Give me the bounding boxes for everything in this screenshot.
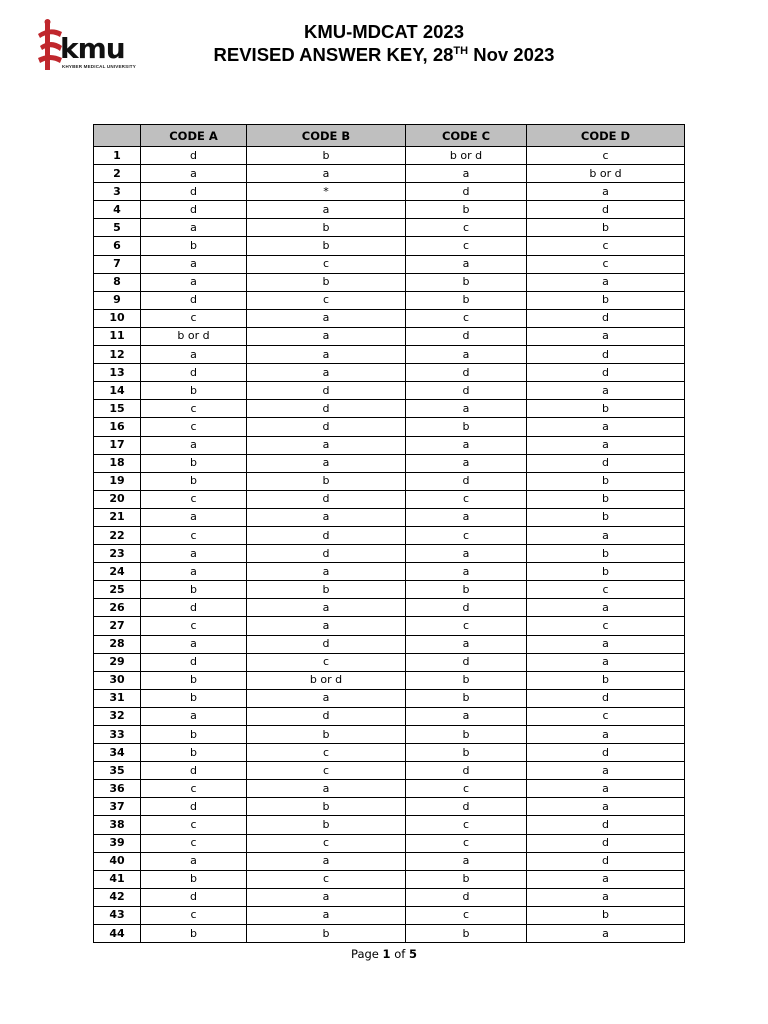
code-d-cell: a [527,762,685,780]
code-a-cell: d [141,888,247,906]
code-b-cell: a [247,617,406,635]
code-a-cell: b or d [141,327,247,345]
code-a-cell: d [141,201,247,219]
question-number-cell: 26 [94,599,141,617]
table-row [94,400,685,418]
table-row [94,508,685,526]
code-d-cell: a [527,780,685,798]
table-row [94,581,685,599]
code-c-cell: b [406,925,527,943]
question-number-cell: 38 [94,816,141,834]
code-b-cell: b [247,147,406,165]
code-b-cell: a [247,454,406,472]
code-c-cell: d [406,798,527,816]
code-b-cell: d [247,382,406,400]
table-row [94,689,685,707]
table-row [94,816,685,834]
code-a-cell: a [141,273,247,291]
table-row [94,870,685,888]
code-a-cell: a [141,508,247,526]
code-c-cell: d [406,382,527,400]
code-d-cell: d [527,689,685,707]
code-b-cell: d [247,635,406,653]
code-b-cell: a [247,165,406,183]
code-d-cell: a [527,526,685,544]
question-number-cell: 23 [94,545,141,563]
code-c-cell: b [406,418,527,436]
code-a-cell: b [141,382,247,400]
question-number-cell: 21 [94,508,141,526]
code-d-cell: a [527,382,685,400]
code-d-cell: d [527,454,685,472]
page-label: Page [351,947,379,961]
logo-wordmark: kmu [60,32,125,65]
question-number-cell: 18 [94,454,141,472]
answer-key-table [93,124,685,943]
table-row [94,707,685,725]
table-row [94,852,685,870]
code-b-cell: a [247,364,406,382]
code-a-cell: b [141,870,247,888]
code-b-cell: b or d [247,671,406,689]
code-c-cell: b [406,870,527,888]
column-header-code-b: CODE B [247,125,406,147]
title-line-2-suffix: Nov 2023 [468,44,555,65]
question-number-cell: 27 [94,617,141,635]
code-c-cell: b [406,689,527,707]
code-c-cell: d [406,327,527,345]
code-c-cell: d [406,183,527,201]
question-number-cell: 1 [94,147,141,165]
page-number: 1 [382,947,391,961]
table-row [94,545,685,563]
question-number-cell: 9 [94,291,141,309]
table-row [94,237,685,255]
code-a-cell: b [141,671,247,689]
code-b-cell: b [247,581,406,599]
code-a-cell: c [141,309,247,327]
code-a-cell: a [141,436,247,454]
code-a-cell: d [141,147,247,165]
code-b-cell: a [247,563,406,581]
document-title [0,20,768,66]
table-row [94,726,685,744]
column-header-code-d: CODE D [527,125,685,147]
question-number-cell: 8 [94,273,141,291]
code-d-cell: a [527,327,685,345]
code-a-cell: c [141,526,247,544]
code-c-cell: a [406,563,527,581]
table-row [94,925,685,943]
code-d-cell: c [527,617,685,635]
code-b-cell: d [247,400,406,418]
code-a-cell: c [141,400,247,418]
question-number-cell: 29 [94,653,141,671]
code-c-cell: a [406,165,527,183]
code-d-cell: a [527,726,685,744]
code-d-cell: d [527,201,685,219]
table-row [94,798,685,816]
code-a-cell: b [141,454,247,472]
table-row [94,147,685,165]
table-row [94,671,685,689]
column-header-number [94,125,141,147]
question-number-cell: 5 [94,219,141,237]
code-a-cell: d [141,762,247,780]
table-row [94,436,685,454]
code-d-cell: b [527,563,685,581]
question-number-cell: 4 [94,201,141,219]
code-d-cell: a [527,183,685,201]
code-c-cell: b [406,726,527,744]
question-number-cell: 6 [94,237,141,255]
question-number-cell: 28 [94,635,141,653]
code-c-cell: a [406,346,527,364]
code-a-cell: b [141,726,247,744]
code-b-cell: c [247,291,406,309]
code-b-cell: b [247,816,406,834]
question-number-cell: 44 [94,925,141,943]
code-a-cell: d [141,599,247,617]
code-b-cell: c [247,744,406,762]
code-d-cell: a [527,925,685,943]
code-b-cell: c [247,653,406,671]
question-number-cell: 7 [94,255,141,273]
question-number-cell: 31 [94,689,141,707]
table-row [94,165,685,183]
code-b-cell: d [247,418,406,436]
question-number-cell: 30 [94,671,141,689]
code-d-cell: d [527,852,685,870]
code-b-cell: a [247,780,406,798]
code-d-cell: a [527,888,685,906]
code-a-cell: b [141,472,247,490]
code-a-cell: c [141,816,247,834]
table-row [94,291,685,309]
code-b-cell: b [247,219,406,237]
code-c-cell: b [406,201,527,219]
code-a-cell: a [141,255,247,273]
page-total: 5 [408,947,417,961]
code-c-cell: c [406,816,527,834]
code-c-cell: d [406,364,527,382]
code-c-cell: c [406,834,527,852]
code-d-cell: b or d [527,165,685,183]
code-b-cell: a [247,888,406,906]
code-a-cell: b [141,237,247,255]
code-b-cell: c [247,762,406,780]
code-a-cell: a [141,165,247,183]
question-number-cell: 15 [94,400,141,418]
code-b-cell: * [247,183,406,201]
title-line-1: KMU-MDCAT 2023 [303,21,464,42]
table-row [94,834,685,852]
code-c-cell: b [406,581,527,599]
code-c-cell: a [406,508,527,526]
code-a-cell: b [141,744,247,762]
code-a-cell: c [141,834,247,852]
code-b-cell: d [247,490,406,508]
question-number-cell: 19 [94,472,141,490]
table-row [94,346,685,364]
question-number-cell: 37 [94,798,141,816]
column-header-code-a: CODE A [141,125,247,147]
question-number-cell: 2 [94,165,141,183]
code-d-cell: d [527,816,685,834]
question-number-cell: 32 [94,707,141,725]
code-b-cell: c [247,870,406,888]
code-c-cell: a [406,545,527,563]
code-d-cell: a [527,635,685,653]
title-line-2-prefix: REVISED ANSWER KEY, 28 [213,44,454,65]
code-b-cell: b [247,472,406,490]
table-row [94,888,685,906]
code-c-cell: d [406,653,527,671]
code-a-cell: c [141,617,247,635]
code-a-cell: b [141,689,247,707]
code-a-cell: a [141,346,247,364]
code-c-cell: c [406,219,527,237]
code-b-cell: b [247,798,406,816]
question-number-cell: 40 [94,852,141,870]
code-c-cell: c [406,617,527,635]
code-d-cell: b [527,545,685,563]
code-a-cell: c [141,490,247,508]
question-number-cell: 16 [94,418,141,436]
code-a-cell: c [141,906,247,924]
code-d-cell: d [527,744,685,762]
code-c-cell: c [406,526,527,544]
page-footer [0,947,768,961]
question-number-cell: 25 [94,581,141,599]
table-row [94,183,685,201]
code-b-cell: a [247,689,406,707]
code-b-cell: d [247,545,406,563]
code-b-cell: b [247,925,406,943]
code-a-cell: d [141,364,247,382]
code-a-cell: c [141,780,247,798]
code-d-cell: b [527,400,685,418]
question-number-cell: 20 [94,490,141,508]
code-b-cell: a [247,436,406,454]
code-d-cell: a [527,273,685,291]
code-d-cell: a [527,653,685,671]
code-c-cell: a [406,400,527,418]
code-b-cell: a [247,309,406,327]
code-b-cell: a [247,327,406,345]
code-b-cell: a [247,346,406,364]
code-d-cell: a [527,436,685,454]
code-a-cell: a [141,635,247,653]
question-number-cell: 3 [94,183,141,201]
code-c-cell: b [406,671,527,689]
table-row [94,762,685,780]
code-d-cell: a [527,870,685,888]
code-d-cell: a [527,599,685,617]
question-number-cell: 12 [94,346,141,364]
code-b-cell: a [247,599,406,617]
table-row [94,653,685,671]
table-row [94,780,685,798]
code-b-cell: d [247,707,406,725]
table-header-row [94,125,685,147]
code-a-cell: a [141,545,247,563]
table-row [94,635,685,653]
code-d-cell: b [527,490,685,508]
code-a-cell: b [141,581,247,599]
question-number-cell: 14 [94,382,141,400]
column-header-code-c: CODE C [406,125,527,147]
code-d-cell: c [527,707,685,725]
question-number-cell: 11 [94,327,141,345]
code-b-cell: a [247,906,406,924]
table-row [94,526,685,544]
code-d-cell: a [527,798,685,816]
code-c-cell: a [406,852,527,870]
table-row [94,906,685,924]
table-row [94,744,685,762]
code-c-cell: a [406,635,527,653]
code-c-cell: c [406,309,527,327]
code-c-cell: a [406,707,527,725]
table-row [94,563,685,581]
table-row [94,472,685,490]
code-a-cell: d [141,291,247,309]
page-of-label: of [394,947,406,961]
code-d-cell: b [527,472,685,490]
code-d-cell: d [527,309,685,327]
table-row [94,617,685,635]
table-row [94,599,685,617]
code-d-cell: b [527,508,685,526]
code-c-cell: b [406,273,527,291]
code-d-cell: d [527,364,685,382]
logo-subtitle: KHYBER MEDICAL UNIVERSITY [62,64,136,69]
code-d-cell: c [527,581,685,599]
title-line-2-sup: TH [453,44,469,57]
code-b-cell: b [247,237,406,255]
question-number-cell: 34 [94,744,141,762]
question-number-cell: 24 [94,563,141,581]
question-number-cell: 17 [94,436,141,454]
code-d-cell: a [527,418,685,436]
question-number-cell: 33 [94,726,141,744]
title-line-2 [0,43,768,66]
code-b-cell: a [247,201,406,219]
code-c-cell: d [406,888,527,906]
question-number-cell: 41 [94,870,141,888]
table-row [94,201,685,219]
code-d-cell: b [527,291,685,309]
table-row [94,273,685,291]
code-c-cell: b [406,744,527,762]
code-c-cell: b or d [406,147,527,165]
code-d-cell: c [527,255,685,273]
table-row [94,382,685,400]
code-a-cell: a [141,707,247,725]
question-number-cell: 22 [94,526,141,544]
code-b-cell: d [247,526,406,544]
table-row [94,327,685,345]
code-c-cell: a [406,454,527,472]
code-c-cell: d [406,599,527,617]
code-c-cell: c [406,237,527,255]
code-a-cell: a [141,852,247,870]
code-a-cell: a [141,563,247,581]
code-b-cell: c [247,834,406,852]
code-c-cell: d [406,762,527,780]
code-c-cell: c [406,490,527,508]
code-c-cell: d [406,472,527,490]
question-number-cell: 36 [94,780,141,798]
question-number-cell: 42 [94,888,141,906]
code-c-cell: c [406,780,527,798]
table-row [94,490,685,508]
code-a-cell: d [141,183,247,201]
question-number-cell: 43 [94,906,141,924]
table-row [94,364,685,382]
question-number-cell: 10 [94,309,141,327]
code-b-cell: a [247,508,406,526]
code-a-cell: d [141,653,247,671]
code-c-cell: a [406,436,527,454]
code-d-cell: d [527,346,685,364]
code-b-cell: a [247,852,406,870]
question-number-cell: 39 [94,834,141,852]
code-c-cell: a [406,255,527,273]
table-row [94,454,685,472]
question-number-cell: 13 [94,364,141,382]
code-c-cell: b [406,291,527,309]
code-b-cell: c [247,255,406,273]
code-d-cell: b [527,671,685,689]
code-d-cell: c [527,147,685,165]
code-d-cell: b [527,219,685,237]
question-number-cell: 35 [94,762,141,780]
code-d-cell: c [527,237,685,255]
table-row [94,418,685,436]
table-row [94,219,685,237]
table-row [94,309,685,327]
code-d-cell: b [527,906,685,924]
code-a-cell: d [141,798,247,816]
code-a-cell: b [141,925,247,943]
code-c-cell: c [406,906,527,924]
code-b-cell: b [247,273,406,291]
code-a-cell: a [141,219,247,237]
code-a-cell: c [141,418,247,436]
table-body [94,147,685,943]
code-d-cell: d [527,834,685,852]
code-b-cell: b [247,726,406,744]
table-row [94,255,685,273]
